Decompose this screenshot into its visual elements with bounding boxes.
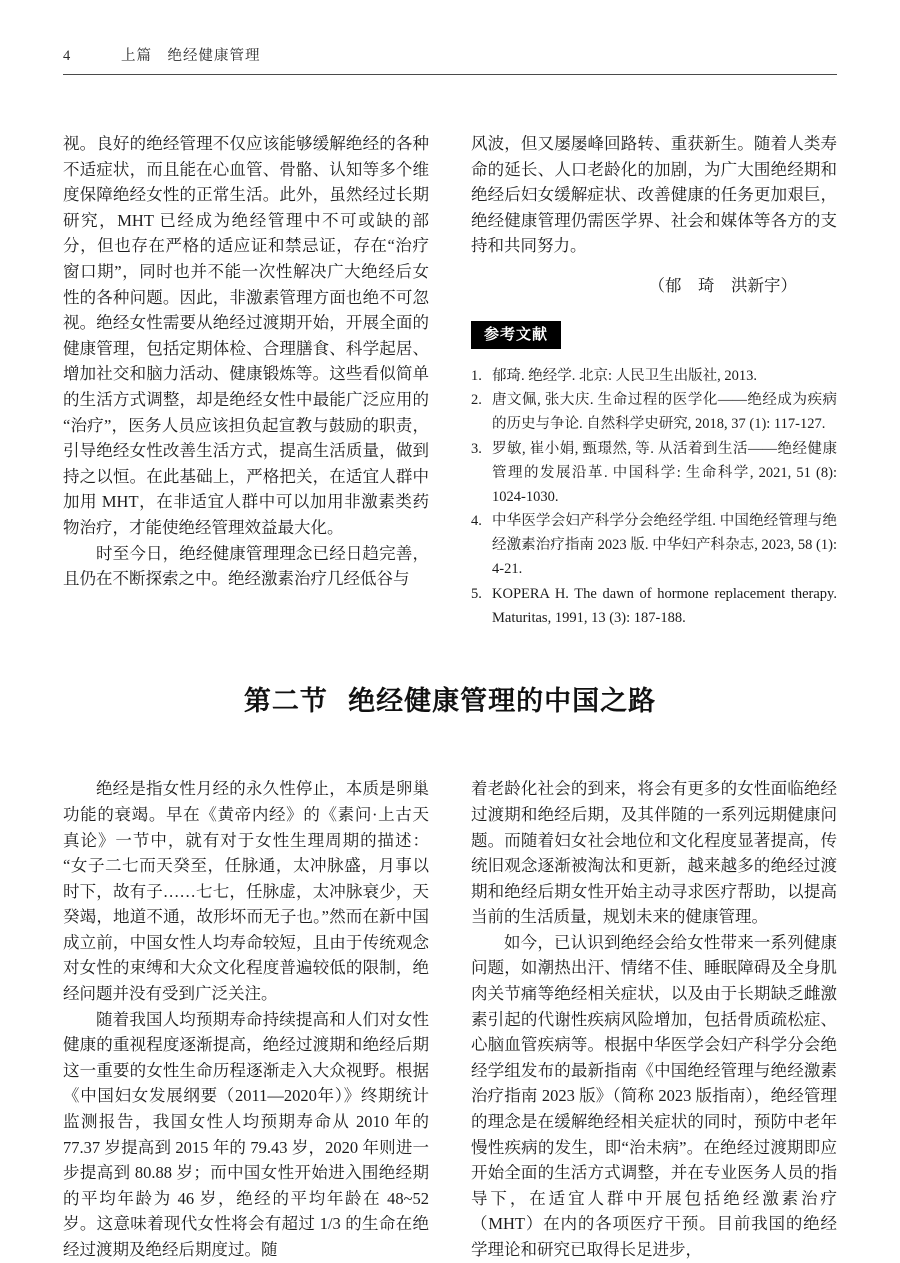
- reference-item: [471, 365, 837, 389]
- section-title: [63, 679, 837, 718]
- reference-number: 4.: [471, 513, 482, 530]
- reference-text: 唐文佩, 张大庆. 生命过程的医学化——绝经成为疾病的历史与争论. 自然科学史研究, 2018, 37 (1): 117-127.: [492, 392, 837, 433]
- section1-right-column: [471, 131, 837, 631]
- reference-text: KOPERA H. The dawn of hormone replacement therapy. Maturitas, 1991, 13 (3): 187-188.: [492, 585, 837, 626]
- body-paragraph: 风波，但又屡屡峰回路转、重获新生。随着人类寿命的延长、人口老龄化的加剧，为广大围绝经期和绝经后妇女缓解症状、改善健康的任务更加艰巨，绝经健康管理仍需医学界、社会和媒体等各方的支持和共同努力。: [471, 134, 837, 256]
- body-paragraph: 时至今日，绝经健康管理理念已经日趋完善，且仍在不断探索之中。绝经激素治疗几经低谷与: [63, 543, 429, 589]
- reference-item: [471, 438, 837, 509]
- reference-text: 郁琦. 绝经学. 北京: 人民卫生出版社, 2013.: [492, 367, 758, 384]
- section2-columns: [63, 776, 837, 1262]
- reference-number: 5.: [471, 585, 482, 602]
- reference-number: 2.: [471, 392, 482, 409]
- reference-item: [471, 389, 837, 437]
- page-header: [63, 44, 837, 75]
- body-paragraph: 如今，已认识到绝经会给女性带来一系列健康问题，如潮热出汗、情绪不佳、睡眠障碍及全身肌肉关节痛等绝经相关症状，以及由于长期缺乏雌激素引起的代谢性疾病风险增加，包括骨质疏松症、心脑血管疾病等。根据中华医学会妇产科学分会绝经学组发布的最新指南《中国绝经管理与绝经激素治疗指南 2023 版》（简称 2023 版指南），绝经管理的理念是在缓解绝经相关症状的同时，预防中老年慢性疾病的发生，即“治未病”。在绝经过渡期即应开始全面的生活方式调整，并在专业医务人员的指导下，在适宜人群中开展包括绝经激素治疗（MHT）在内的各项医疗干预。目前我国的绝经学理论和研究已取得长足进步，: [471, 932, 837, 1260]
- references-heading: 参考文献: [471, 321, 561, 349]
- body-paragraph: 随着我国人均预期寿命持续提高和人们对女性健康的重视程度逐渐提高，绝经过渡期和绝经后期这一重要的女性生命历程逐渐走入大众视野。根据《中国妇女发展纲要（2011—2020年）》终期统计监测报告，我国女性人均预期寿命从 2010 年的 77.37 岁提高到 2015 年的 79.43 岁，2020 年则进一步提高到 80.88 岁；而中国女性开始进入围绝经期的平均年龄为 46 岁，绝经的平均年龄在 48~52 岁。这意味着现代女性将会有超过 1/3 的生命在绝经过渡期及绝经后期度过。随: [63, 1009, 429, 1260]
- section1-left-column: [63, 131, 429, 631]
- reference-text: 罗敏, 崔小娟, 甄璟然, 等. 从活着到生活——绝经健康管理的发展沿革. 中国科学: 生命科学, 2021, 51 (8): 1024-1030.: [492, 440, 837, 505]
- reference-text: 中华医学会妇产科学分会绝经学组. 中国绝经管理与绝经激素治疗指南 2023 版. 中华妇产科杂志, 2023, 58 (1): 4-21.: [492, 513, 837, 577]
- body-paragraph: 着老龄化社会的到来，将会有更多的女性面临绝经过渡期和绝经后期，及其伴随的一系列远期健康问题。而随着妇女社会地位和文化程度显著提高，传统旧观念逐渐被淘汰和更新，越来越多的绝经过渡期和绝经后期女性开始主动寻求医疗帮助，以提高当前的生活质量，规划未来的健康管理。: [471, 779, 837, 927]
- references-list: [471, 365, 837, 631]
- reference-item: [471, 510, 837, 581]
- reference-number: 3.: [471, 440, 482, 457]
- section2-right-column: [471, 776, 837, 1262]
- running-header-title: 上篇 绝经健康管理: [121, 48, 261, 64]
- section-number-label: 第二节: [243, 686, 328, 717]
- section-title-text: 绝经健康管理的中国之路: [348, 686, 657, 717]
- body-paragraph: 绝经是指女性月经的永久性停止，本质是卵巢功能的衰竭。早在《黄帝内经》的《素问·上古天真论》一节中，就有对于女性生理周期的描述：“女子二七而天癸至，任脉通，太冲脉盛，月事以时下，故有子……七七，任脉虚，太冲脉衰少，天癸竭，地道不通，故形坏而无子也。”然而在新中国成立前，中国女性人均寿命较短，且由于传统观念对女性的束缚和大众文化程度普遍较低的限制，绝经问题并没有受到广泛关注。: [63, 779, 429, 1004]
- body-paragraph: 视。良好的绝经管理不仅应该能够缓解绝经的各种不适症状，而且能在心血管、骨骼、认知等多个维度保障绝经女性的正常生活。此外，虽然经过长期研究，MHT 已经成为绝经管理中不可或缺的部分，但也存在严格的适应证和禁忌证，存在“治疗窗口期”，同时也并不能一次性解决广大绝经后女性的各种问题。因此，非激素管理方面也绝不可忽视。绝经女性需要从绝经过渡期开始，开展全面的健康管理，包括定期体检、合理膳食、科学起居、增加社交和脑力活动、健康锻炼等。这些看似简单的生活方式调整，却是绝经女性中最能广泛应用的“治疗”，医务人员应该担负起宣教与鼓励的职责，引导绝经女性改善生活方式，提高生活质量，做到持之以恒。在此基础上，严格把关，在适宜人群中加用 MHT，在非适宜人群中可以加用非激素类药物治疗，才能使绝经管理效益最大化。: [63, 134, 429, 537]
- section1-columns: [63, 131, 837, 631]
- reference-number: 1.: [471, 367, 482, 384]
- page-number: 4: [63, 48, 71, 64]
- reference-item: [471, 583, 837, 631]
- author-attribution: （郁 琦 洪新宇）: [648, 275, 797, 295]
- section2-left-column: [63, 776, 429, 1262]
